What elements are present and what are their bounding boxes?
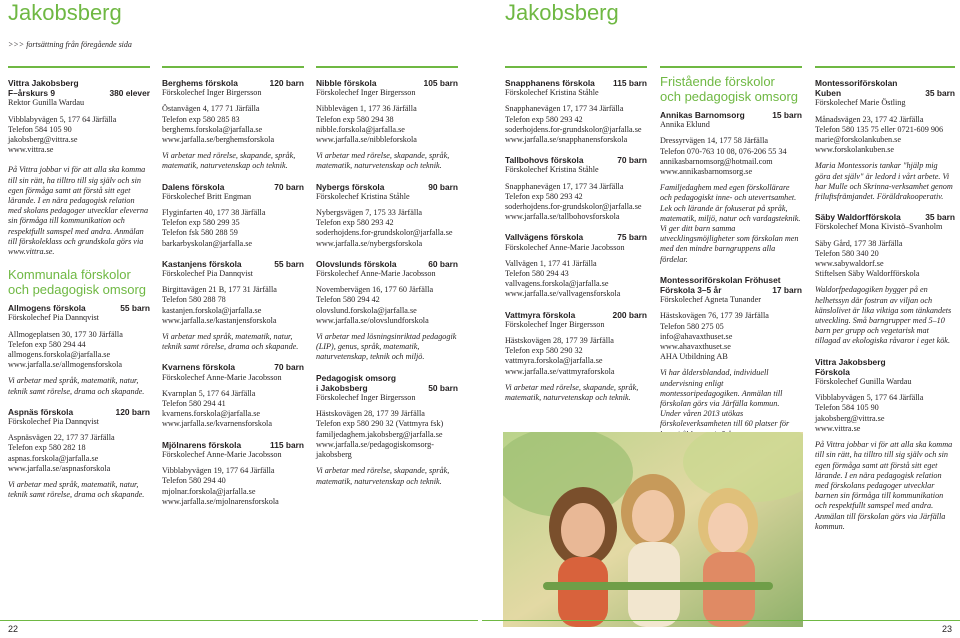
olovslunds-description: Vi arbetar med lösningsinriktad pedagogik (LIP), genus, språk, matematik, naturvetenskap, teknik och miljö. (316, 332, 457, 362)
right-page-header: Jakobsberg (505, 0, 619, 25)
column-rule (815, 66, 955, 68)
dalens-title: Dalens förskola 70 barn (162, 181, 304, 192)
vallvagens-title: Vallvägens förskola 75 barn (505, 232, 647, 243)
vittra-description: På Vittra jobbar vi för att alla ska komma till sin rätt, ha tilltro till sig själv och sin egen förmåga samt att förstå sitt eget lärande. I en nära pedagogisk relation med skolans pedagoger utvecklar eleverna sin förmåga till kommunikation och respektfullt samspel med andra. Anmälan till förskoleklass och grundskola görs via www.vittra.se. (8, 165, 149, 257)
aspnas-details: Förskolechef Pia Dannqvist Aspnäsvägen 22, 177 37 Järfälla Telefon exp 580 282 18 aspnas.forskola@jarfalla.se www.jarfalla.se/aspnasforskola (8, 417, 115, 473)
section-heading: och pedagogisk omsorg (8, 282, 147, 298)
saby-details: Förskolechef Mona Kivistö–Svanholm Säby Gård, 177 38 Järfälla Telefon 580 340 20 www.sabywaldorf.se Stiftelsen Säby Waldorfförskola (815, 222, 943, 279)
vittra-forskola-details: Förskolechef Gunilla Wardau Vibblabyvägen 5, 177 64 Järfälla Telefon 584 105 90 jakobsberg@vittra.se www.vittra.se (815, 377, 924, 433)
vittra-details: Rektor Gunilla Wardau Vibblabyvägen 5, 177 64 Järfälla Telefon 584 105 90 jakobsberg@vittra.se www.vittra.se (8, 98, 117, 155)
dalens-details: Förskolechef Britt Engman Flyginfarten 40, 177 38 Järfälla Telefon exp 580 299 35 Telefon fsk 580 288 59 barkarbyskolan@jarfalla.se (162, 191, 266, 248)
montessori-details: Förskolechef Agneta Tunander Hästskovägen 76, 177 39 Järfälla Telefon 580 275 05 info@ahavaxthuset.se www.ahavaxthuset.se AHA Utbildning AB (660, 295, 769, 362)
section-heading: Kommunala förskolor (8, 267, 131, 283)
column-rule (316, 66, 458, 68)
column-4 (505, 78, 647, 403)
kastanjens-details: Förskolechef Pia Dannqvist Birgittavägen 21 B, 177 31 Järfälla Telefon 580 288 78 kastanjen.forskola@jarfalla.se www.jarfalla.se/kastanjensforskola (162, 269, 277, 325)
mjolnarens-details: Förskolechef Anne-Marie Jacobsson Vibblabyvägen 19, 177 64 Järfälla Telefon 580 294 40 mjolnar.forskola@jarfalla.se www.jarfalla.se/mjolnarensforskola (162, 449, 282, 506)
nibble-title: Nibble förskola 105 barn (316, 78, 458, 88)
column-rule (505, 66, 647, 68)
montessori-description: Vi har åldersblandad, individuell undervisning enligt montessoripedagogiken. Anmälan till förskolan görs via Järfälla kommun. Under våren 2013 utökas förskoleverksamheten till 60 platser för (660, 368, 790, 429)
kvarnens-title: Kvarnens förskola 70 barn (162, 362, 304, 373)
column-6 (815, 78, 955, 532)
allmogens-title: Allmogens förskola 55 barn (8, 303, 150, 314)
kuben-details: Förskolechef Marie Östling Månadsvägen 23, 177 42 Järfälla Telefon 580 135 75 eller 0721-609 906 marie@forskolankuben.se www.forskolankuben.se (815, 98, 944, 155)
nibble-details: Förskolechef Inger Birgersson Nibblevägen 1, 177 36 Järfälla Telefon exp 580 294 38 nibble.forskola@jarfalla.se www.jarfalla.se/nibbleforskola (316, 88, 417, 145)
column-2 (162, 78, 304, 507)
page-number-left: 22 (8, 624, 19, 634)
annikas-description: Familjedaghem med egen förskollärare och pedagogiskt inne- och utevertsamhet. Lek och lärande är fokuserat på språk, matematik, miljö, natur och vardagsteknik. Vi ger ditt barn samma utvecklingsmöjligheter som förskolan men med den mindre barngruppens alla fördelar. (660, 183, 801, 264)
pedagogisk-description: Vi arbetar med rörelse, skapande, språk, matematik, naturvetenskap och teknik. (316, 466, 450, 486)
olovslunds-details: Förskolechef Anne-Marie Jacobsson Novembervägen 16, 177 60 Järfälla Telefon 580 294 42 olovslund.forskola@jarfalla.se www.jarfalla.se/olovslundforskola (316, 269, 436, 325)
vattmyra-details: Förskolechef Inger Birgersson Hästskovägen 28, 177 39 Järfälla Telefon exp 580 290 32 vattmyra.forskola@jarfalla.se www.jarfalla.se/vattmyraforskola (505, 319, 615, 376)
allmogens-details: Förskolechef Pia Dannqvist Allmogeplatsen 30, 177 30 Järfälla Telefon exp 580 294 44 allmogens.forskola@jarfalla.se www.jarfalla.se/allmogensforskola (8, 313, 123, 370)
kuben-description: Maria Montessoris tankar "hjälp mig göra det själv" är ledord i vårt arbete. Vi har Mulle och Skrinna-verksamhet genom friluftsfrämjandet. Föräldrakooperativ. (815, 161, 953, 202)
kvarnens-details: Förskolechef Anne-Marie Jacobsson Kvarnplan 5, 177 64 Järfälla Telefon 580 294 41 kvarnens.forskola@jarfalla.se www.jarfalla.se/kvarnensforskola (162, 372, 282, 429)
vittra-forskola-description: På Vittra jobbar vi för att alla ska komma till sin rätt, ha tilltro till sig själv och sin egen förmåga samt att förstå sitt eget lärande. I en nära pedagogisk relation med förskolans pedagoger utvecklar barnen sin förmåga till kommunikation och respektfullt samspel med andra. Anmälan till förskolan görs via Järfälla kommun. (815, 440, 953, 531)
nibble-description: Vi arbetar med rörelse, skapande, språk, matematik, naturvetenskap och teknik. (316, 151, 450, 171)
column-rule (8, 66, 150, 68)
column-1 (8, 78, 150, 501)
pedagogisk-details: Förskolechef Inger Birgersson Hästskovägen 28, 177 39 Järfälla Telefon exp 580 290 32 (Vattmyra fsk) familjedaghem.jakobsberg@jarfalla.se www.jarfalla.se/pedagogiskomsorg-jakobsberg (316, 393, 444, 460)
footer-rule (0, 620, 478, 621)
kastanjens-title: Kastanjens förskola 55 barn (162, 258, 304, 269)
section-heading: Fristående förskolor (660, 74, 775, 89)
vittra-title: Vittra Jakobsberg (8, 78, 79, 88)
montessori-subtitle: Förskola 3–5 år 17 barn (660, 285, 802, 296)
olovslunds-title: Olovslunds förskola 60 barn (316, 258, 458, 269)
left-page-header: Jakobsberg (8, 0, 122, 25)
saby-title: Säby Waldorfförskola 35 barn (815, 212, 955, 223)
aspnas-title: Aspnäs förskola 120 barn (8, 406, 150, 417)
nybergs-title: Nybergs förskola 90 barn (316, 181, 458, 192)
vattmyra-description: Vi arbetar med rörelse, skapande, språk, matematik, naturvetenskap och teknik. (505, 382, 639, 403)
montessori-title: Montessoriförskolan Fröhuset (660, 274, 781, 285)
footer-rule (482, 620, 960, 621)
allmogens-description: Vi arbetar med språk, matematik, natur, teknik samt rörelse, drama och skapande. (8, 376, 145, 396)
children-photo (503, 432, 803, 627)
column-rule (660, 66, 802, 68)
snapphanens-details: Förskolechef Kristina Ståhle Snapphanevägen 17, 177 34 Järfälla Telefon exp 580 293 42 soderhojdens.for-grundskolor@jarfalla.se www.jarfalla.se/snapphanensforskola (505, 88, 642, 145)
pedagogisk-title: Pedagogisk omsorg (316, 372, 397, 383)
pedagogisk-subtitle: i Jakobsberg 50 barn (316, 382, 458, 393)
column-rule (162, 66, 304, 68)
section-heading: och pedagogisk omsorg (660, 89, 799, 104)
snapphanens-title: Snapphanens förskola 115 barn (505, 78, 647, 88)
vallvagens-details: Förskolechef Anne-Marie Jacobsson Vallvägen 1, 177 41 Järfälla Telefon 580 294 43 vallvagens.forskola@jarfalla.se www.jarfalla.se/vallvagensforskola (505, 242, 625, 299)
kuben-subtitle: Kuben 35 barn (815, 88, 955, 99)
annikas-title: Annikas Barnomsorg 15 barn (660, 110, 802, 120)
nybergs-details: Förskolechef Kristina Ståhle Nybergsvägen 7, 175 33 Järfälla Telefon exp 580 293 42 soderhojdens.for-grundskolor@jarfalla.se www.jarfalla.se/nybergsforskola (316, 191, 453, 248)
saby-description: Waldorfpedagogiken bygger på en helhetssyn där fostran av viljan och känslolivet är lika viktiga som tänkandets utveckling. Små barngrupper med 5–10 barn per grupp och vegetarisk mat tillagad av ekologiska råvaror i eget kök. (815, 285, 952, 346)
page-number-right: 23 (941, 624, 952, 634)
kuben-title: Montessoriförskolan (815, 78, 898, 88)
mjolnarens-title: Mjölnarens förskola 115 barn (162, 439, 304, 450)
aspnas-description: Vi arbetar med språk, matematik, natur, teknik samt rörelse, drama och skapande. (8, 480, 145, 500)
continued-note: >>> fortsättning från föregående sida (8, 40, 132, 49)
berghems-details: Förskolechef Inger Birgersson Östanvägen 4, 177 71 Järfälla Telefon exp 580 285 83 berghems.forskola@jarfalla.se www.jarfalla.se/berghemsforskola (162, 88, 275, 145)
vittra-forskola-subtitle: Förskola (815, 366, 850, 377)
column-5 (660, 74, 802, 440)
berghems-title: Berghems förskola 120 barn (162, 78, 304, 88)
vittra-subtitle: F–årskurs 9 380 elever (8, 88, 150, 99)
kastanjens-description: Vi arbetar med språk, matematik, natur, teknik samt rörelse, drama och skapande. (162, 332, 299, 352)
tallbohovs-details: Förskolechef Kristina Ståhle Snapphanevägen 17, 177 34 Järfälla Telefon exp 580 293 42 soderhojdens.for-grundskolor@jarfalla.se www.jarfalla.se/tallbohovsforskola (505, 165, 642, 222)
vittra-forskola-title: Vittra Jakobsberg (815, 356, 886, 367)
vattmyra-title: Vattmyra förskola 200 barn (505, 309, 647, 320)
annikas-details: Annika Eklund Dressyrvägen 14, 177 58 Järfälla Telefon 070-763 10 08, 076-206 55 34 annikasbarnomsorg@hotmail.com www.annikasbarnomsorg.se (660, 120, 787, 177)
berghems-description: Vi arbetar med rörelse, skapande, språk, matematik, naturvetenskap och teknik. (162, 151, 296, 171)
tallbohovs-title: Tallbohovs förskola 70 barn (505, 155, 647, 166)
column-3 (316, 78, 458, 487)
